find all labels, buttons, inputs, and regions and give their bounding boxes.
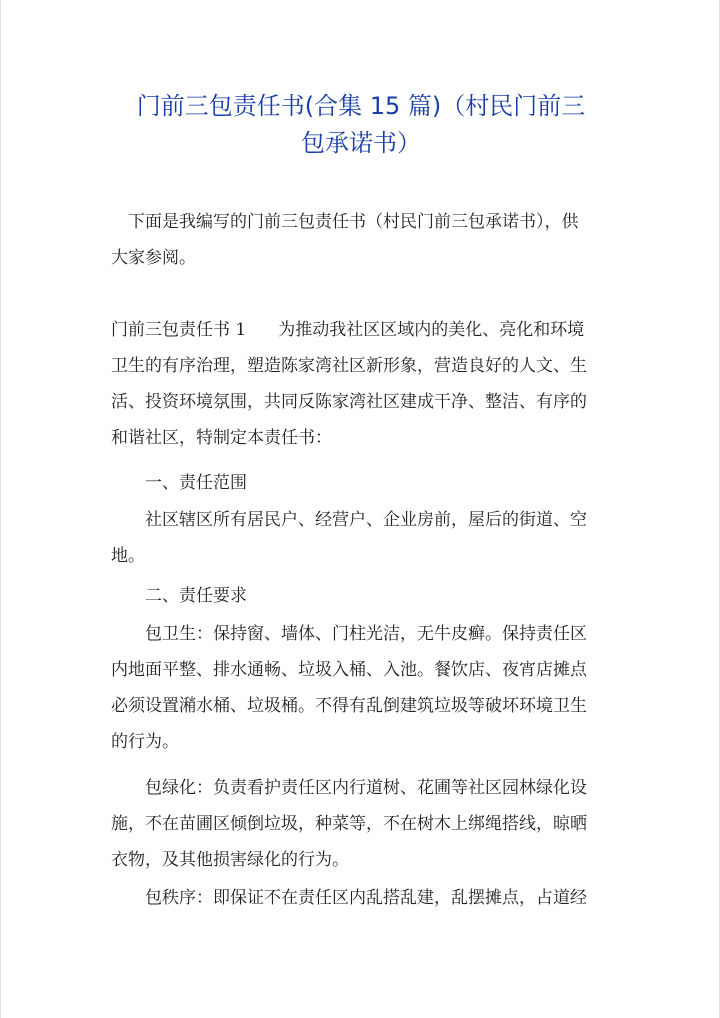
greening-line-3: 衣物，及其他损害绿化的行为。 — [111, 850, 349, 870]
title-line-1: 门前三包责任书(合集 15 篇)（村民门前三 — [136, 92, 586, 120]
title-line-2: 包承诺书） — [301, 129, 421, 157]
greening-paragraph — [111, 770, 613, 878]
section-1-line-1 — [111, 312, 613, 348]
scope-paragraph — [111, 502, 613, 574]
section-1-line-2: 卫生的有序治理，塑造陈家湾社区新形象，营造良好的人文、生 — [111, 356, 587, 376]
section-1-line-4: 和谐社区，特制定本责任书： — [111, 428, 332, 448]
heading-scope: 一、责任范围 — [145, 473, 247, 493]
intro-line-1: 下面是我编写的门前三包责任书（村民门前三包承诺书），供 — [128, 212, 579, 232]
hygiene-line-4: 的行为。 — [111, 732, 179, 752]
hygiene-line-3: 必须设置潲水桶、垃圾桶。不得有乱倒建筑垃圾等破坏环境卫生 — [111, 696, 587, 716]
section-1-label: 门前三包责任书 1 — [111, 320, 247, 340]
hygiene-line-2: 内地面平整、排水通畅、垃圾入桶、入池。餐饮店、夜宵店摊点 — [111, 660, 587, 680]
section-1-paragraph — [111, 312, 613, 456]
heading-requirements: 二、责任要求 — [145, 586, 247, 606]
scope-line-2: 地。 — [111, 546, 145, 566]
section-1-line-3: 活、投资环境氛围，共同反陈家湾社区建成干净、整洁、有序的 — [111, 392, 587, 412]
intro-paragraph — [111, 204, 613, 276]
order-line-1: 包秩序：即保证不在责任区内乱搭乱建，乱摆摊点，占道经 — [145, 888, 587, 908]
order-paragraph — [111, 880, 613, 916]
section-1-line-1-text: 为推动我社区区域内的美化、亮化和环境 — [278, 320, 585, 340]
hygiene-paragraph — [111, 616, 613, 760]
scope-line-1: 社区辖区所有居民户、经营户、企业房前，屋后的街道、空 — [145, 510, 587, 530]
hygiene-line-1: 包卫生：保持窗、墙体、门柱光洁，无牛皮癣。保持责任区 — [145, 624, 587, 644]
intro-line-2: 大家参阅。 — [111, 248, 196, 268]
greening-line-1: 包绿化：负责看护责任区内行道树、花圃等社区园林绿化设 — [145, 778, 587, 798]
greening-line-2: 施，不在苗圃区倾倒垃圾，种菜等，不在树木上绑绳搭线，晾晒 — [111, 814, 587, 834]
document-title — [101, 88, 621, 162]
